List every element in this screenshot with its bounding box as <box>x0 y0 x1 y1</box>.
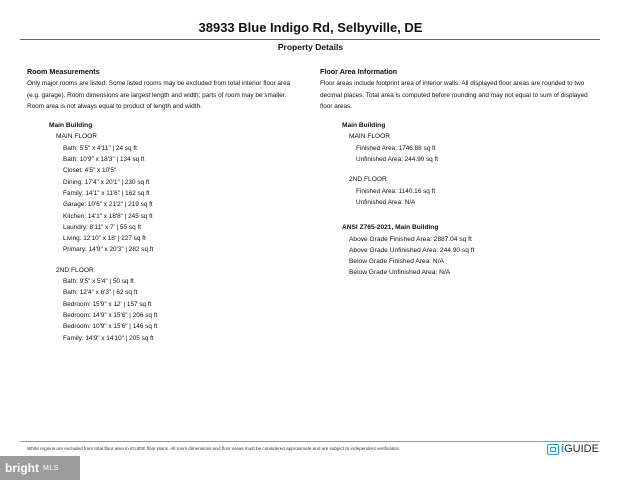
footer-divider <box>20 441 600 442</box>
spacer <box>320 208 602 217</box>
note-line: Room area is not always equal to product of length and width. <box>27 102 202 110</box>
room-item: Garage: 10'6" x 21'2" | 219 sq ft <box>63 201 153 209</box>
room-item: Family: 14'9" x 14'10" | 205 sq ft <box>63 334 154 342</box>
ansi-item: Above Grade Unfinished Area: 244.90 sq ft <box>349 246 475 254</box>
note-line: Only major rooms are listed. Some listed rooms may be excluded from total interior floor area <box>27 80 291 88</box>
room-item: Primary: 14'9" x 20'3" | 282 sq ft <box>63 246 154 254</box>
room-measurements-note <box>27 78 309 112</box>
room-item: Living: 12'10" x 18' | 227 sq ft <box>63 235 146 243</box>
room-item: Bedroom: 15'9" x 12' | 157 sq ft <box>63 300 152 308</box>
room-measurements-section <box>27 66 309 344</box>
room-item: Kitchen: 14'1" x 18'8" | 245 sq ft <box>63 212 153 220</box>
brand-prefix: i <box>561 443 565 455</box>
watermark-suffix: MLS <box>43 464 59 472</box>
area-item: Unfinished Area: N/A <box>356 198 416 206</box>
room-item: Family: 14'1" x 11'6" | 162 sq ft <box>63 189 150 197</box>
room-item: Closet: 4'5" x 10'5" <box>63 167 117 175</box>
floor-name: 2ND FLOOR <box>349 176 387 184</box>
room-item: Bedroom: 10'9" x 15'6" | 146 sq ft <box>63 323 158 331</box>
page-title: 38933 Blue Indigo Rd, Selbyville, DE <box>198 20 423 35</box>
iguide-icon <box>547 444 559 455</box>
note-line: (e.g. garage). Room dimensions are largest length and width; parts of room may be smaller. <box>27 91 287 99</box>
floor-name: MAIN FLOOR <box>56 133 98 141</box>
ansi-item: Below Grade Finished Area: N/A <box>349 258 444 266</box>
floor-name: 2ND FLOOR <box>56 266 94 274</box>
spacer <box>27 256 309 265</box>
floor-name: MAIN FLOOR <box>349 133 391 141</box>
room-item: Laundry: 8'11" x 7' | 55 sq ft <box>63 223 142 231</box>
ansi-heading: ANSI Z765-2021, Main Building <box>342 224 439 232</box>
floor-area-heading: Floor Area Information <box>320 67 398 76</box>
watermark-text: bright <box>5 461 39 475</box>
spacer <box>320 165 602 174</box>
page-subtitle: Property Details <box>277 42 344 52</box>
note-line: Floor areas include footprint area of interior walls. All displayed floor areas are rounded to two <box>320 80 585 88</box>
room-item: Bath: 5'5" x 4'11" | 24 sq ft <box>63 144 137 152</box>
area-item: Finished Area: 1746.88 sq ft <box>356 144 436 152</box>
ansi-item: Below Grade Unfinished Area: N/A <box>349 269 451 277</box>
area-item: Finished Area: 1140.16 sq ft <box>356 187 436 195</box>
brand-name: GUIDE <box>564 443 599 455</box>
iguide-logo <box>547 443 599 455</box>
floor-area-note <box>320 78 602 112</box>
floor-area-section <box>320 66 602 279</box>
header-divider <box>20 39 600 40</box>
room-item: Bath: 9'5" x 5'4" | 50 sq ft <box>63 278 134 286</box>
bright-mls-watermark <box>0 456 80 480</box>
note-line: decimal places. Total area is computed before rounding and may not equal to sum of displayed <box>320 91 588 99</box>
building-name: Main Building <box>342 122 386 130</box>
building-name: Main Building <box>49 122 93 130</box>
area-item: Unfinished Area: 244.90 sq ft <box>356 156 439 164</box>
note-line: floor areas. <box>320 102 352 110</box>
room-item: Bath: 12'4" x 6'3" | 62 sq ft <box>63 289 138 297</box>
room-measurements-heading: Room Measurements <box>27 67 100 76</box>
ansi-item: Above Grade Finished Area: 2887.04 sq ft <box>349 235 472 243</box>
room-item: Bedroom: 14'9" x 15'6" | 206 sq ft <box>63 311 158 319</box>
room-item: Bath: 10'9" x 18'3" | 134 sq ft <box>63 156 145 164</box>
room-item: Dining: 17'4" x 20'1" | 230 sq ft <box>63 178 150 186</box>
footer-disclaimer: White regions are excluded from total floor area in iGUIDE floor plans. All room dimensions and floor areas must be considered approximate and are subject to independent verification. <box>27 446 401 451</box>
